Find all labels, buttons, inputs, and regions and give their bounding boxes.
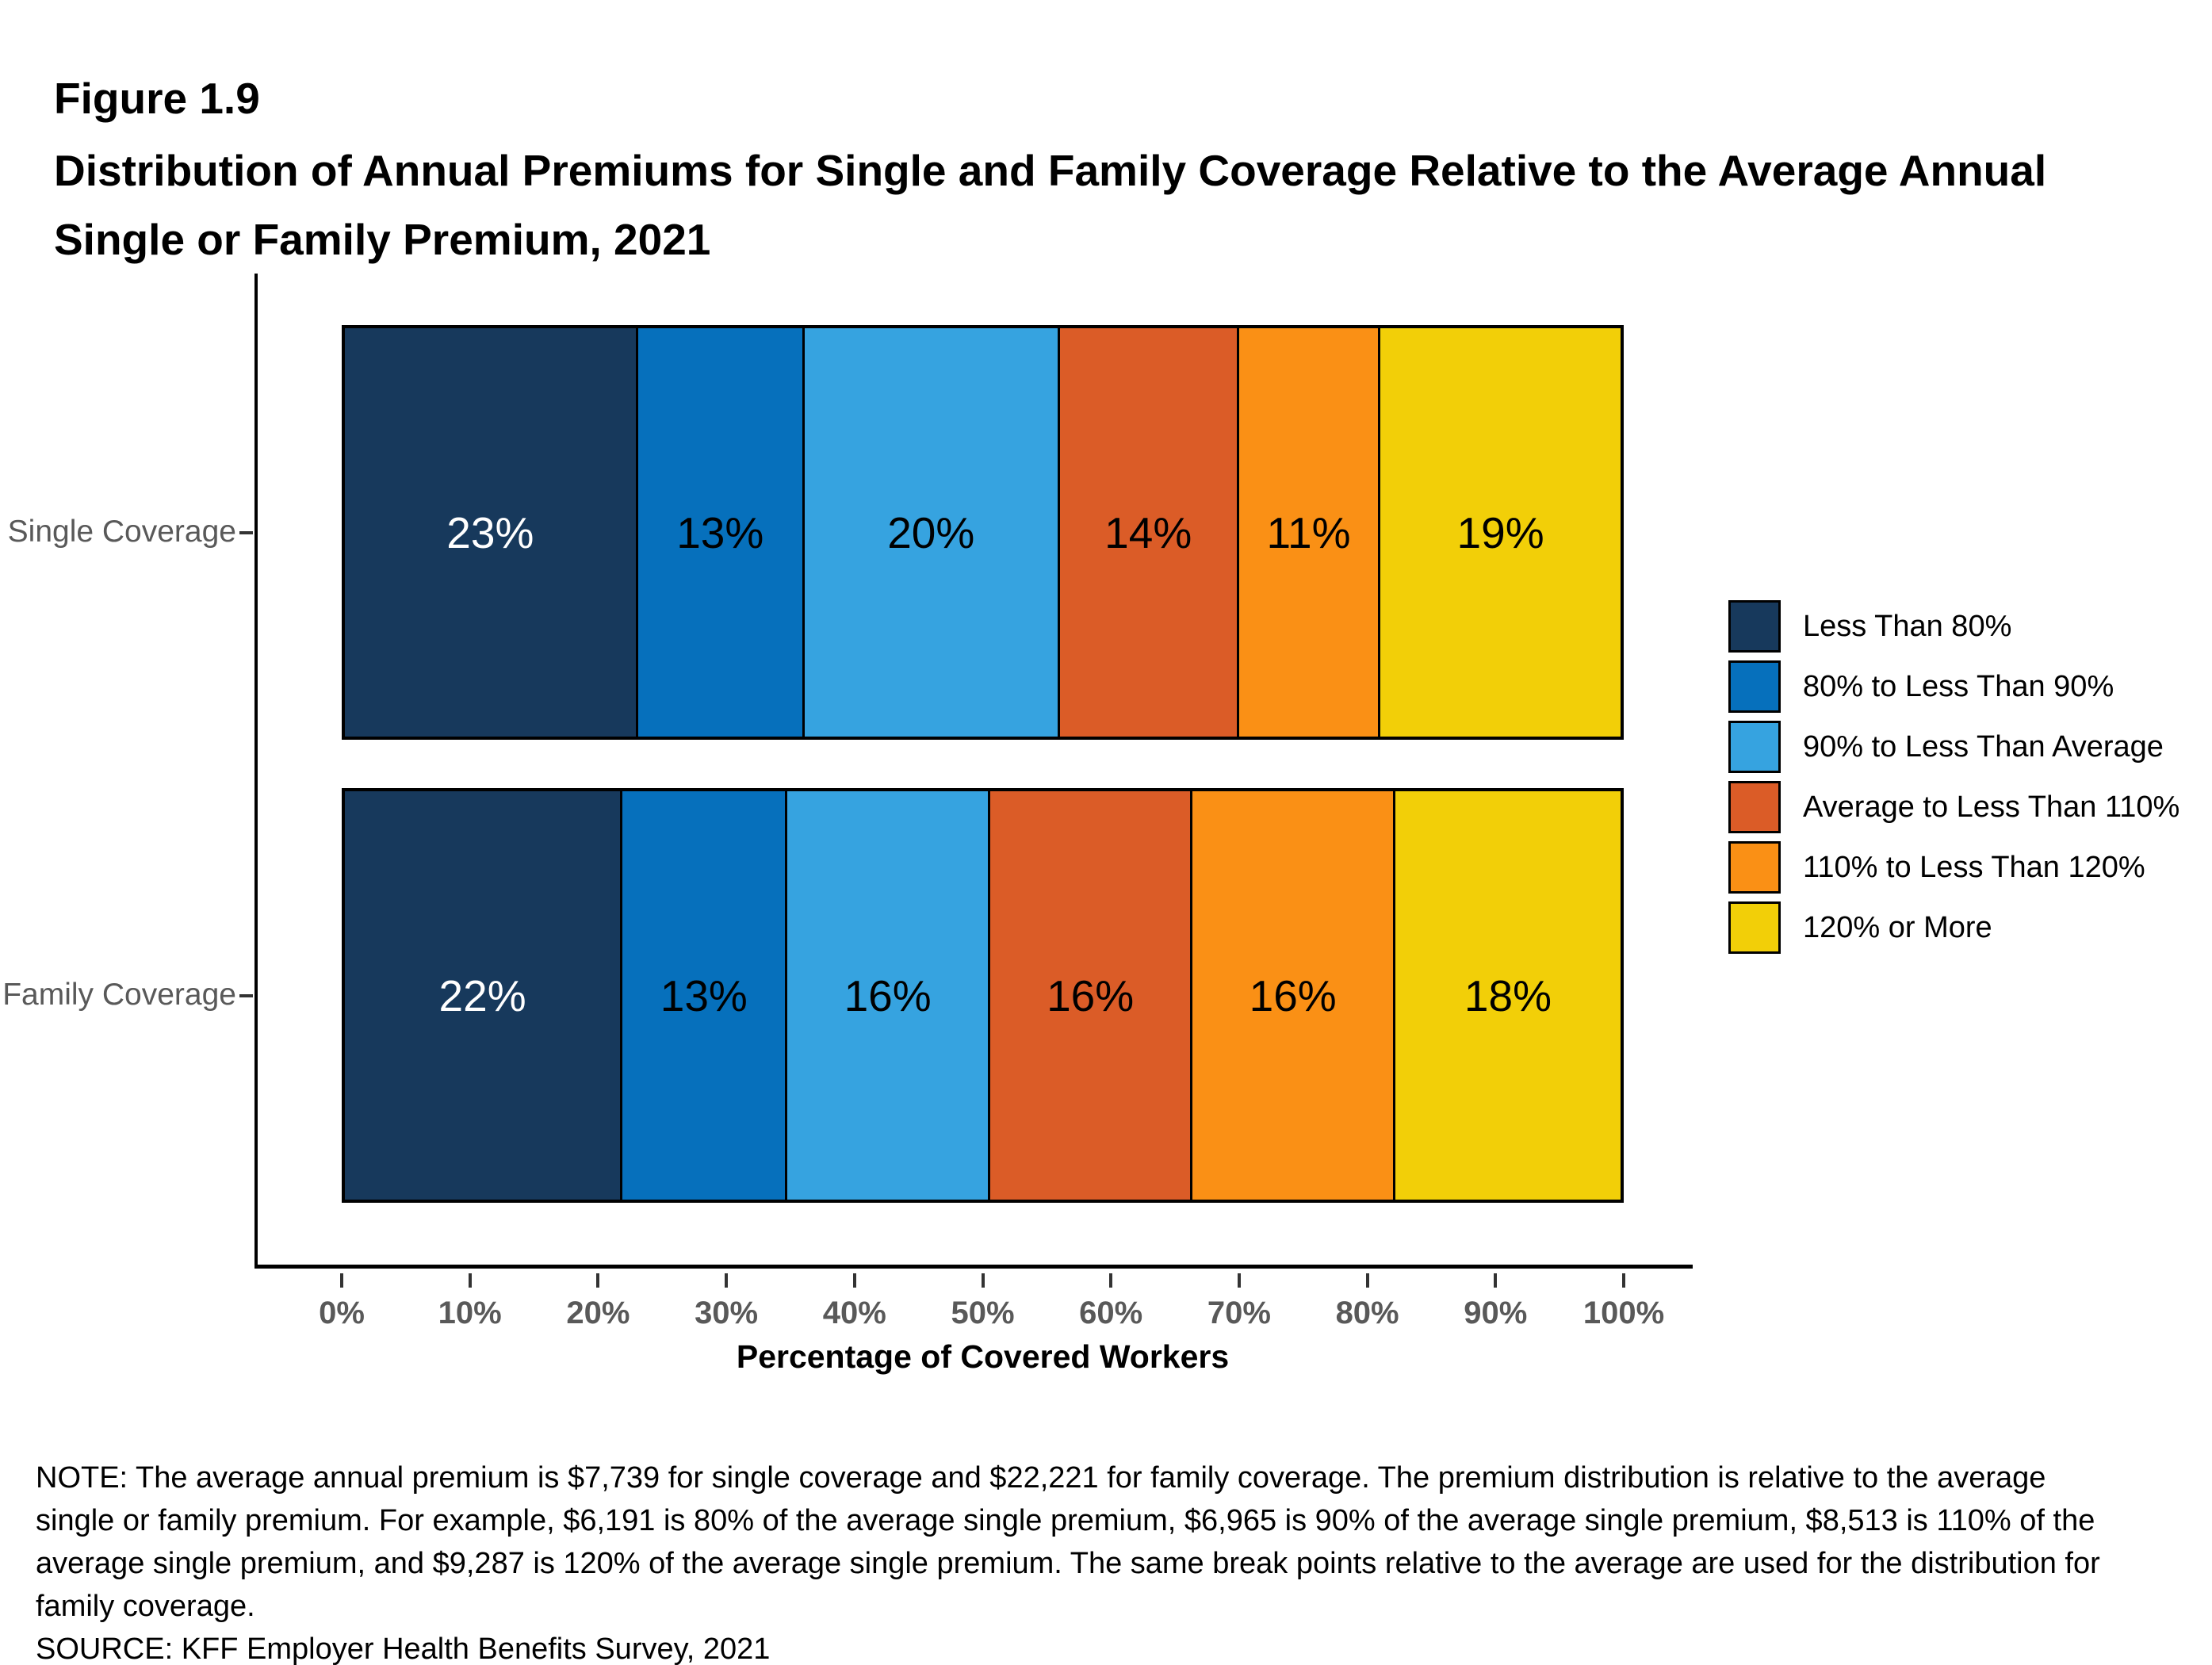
x-tick <box>596 1273 599 1288</box>
bar-segment-family-coverage-90-to-less-than-average <box>787 791 990 1200</box>
legend-label: 110% to Less Than 120% <box>1803 850 2145 884</box>
bar-segment-single-coverage-less-than-80 <box>345 328 638 737</box>
legend-item-120-or-more <box>1728 901 2179 954</box>
legend-item-80-to-less-than-90 <box>1728 660 2179 713</box>
bar-segment-value: 11% <box>1266 507 1351 557</box>
bar-segment-value: 19% <box>1456 507 1544 557</box>
plot-area <box>254 274 1693 1269</box>
legend-swatch <box>1728 660 1781 713</box>
note-text: NOTE: The average annual premium is $7,739 for single coverage and $22,221 for family coverage. The premium distribution is relative to the average single or family premium. For example, $6,191 is 80% of the average single premium, $6,965 is 90% of the average single premium, $8,513 is 110% of the average single premium, and $9,287 is 120% of the average single premium. The same break points relative to the average are used for the distribution for family coverage. <box>36 1461 2100 1623</box>
bar-segment-value: 14% <box>1104 507 1192 557</box>
source-text: SOURCE: KFF Employer Health Benefits Survey, 2021 <box>36 1632 771 1665</box>
legend-label: 80% to Less Than 90% <box>1803 669 2114 703</box>
x-tick-label: 10% <box>438 1296 502 1330</box>
figure-title: Distribution of Annual Premiums for Single and Family Coverage Relative to the Average Annual Single or Family Premium, 2021 <box>54 146 2047 264</box>
bar-segment-value: 16% <box>844 970 932 1020</box>
bar-segment-value: 23% <box>446 507 534 557</box>
bar-segment-value: 13% <box>660 970 748 1020</box>
x-tick <box>1109 1273 1112 1288</box>
x-tick <box>340 1273 343 1288</box>
x-tick <box>1622 1273 1625 1288</box>
category-label-single-coverage: Single Coverage <box>7 515 236 549</box>
bar-segment-single-coverage-90-to-less-than-average <box>805 328 1060 737</box>
x-tick <box>982 1273 985 1288</box>
legend <box>1728 600 2179 962</box>
x-tick-label: 40% <box>822 1296 886 1330</box>
bar-segment-single-coverage-80-to-less-than-90 <box>638 328 805 737</box>
bar-segment-family-coverage-less-than-80 <box>345 791 622 1200</box>
x-tick <box>1366 1273 1369 1288</box>
x-tick-label: 80% <box>1335 1296 1399 1330</box>
bar-segment-family-coverage-80-to-less-than-90 <box>622 791 787 1200</box>
footnotes <box>36 1457 2117 1665</box>
legend-swatch <box>1728 721 1781 773</box>
x-tick <box>1494 1273 1497 1288</box>
x-tick-label: 70% <box>1207 1296 1271 1330</box>
bar-family-coverage <box>342 788 1624 1203</box>
legend-label: 120% or More <box>1803 910 1992 944</box>
x-axis-title: Percentage of Covered Workers <box>736 1338 1230 1375</box>
x-tick <box>853 1273 856 1288</box>
legend-swatch <box>1728 781 1781 833</box>
x-tick-label: 60% <box>1079 1296 1143 1330</box>
legend-label: Average to Less Than 110% <box>1803 790 2180 824</box>
legend-item-110-to-less-than-120 <box>1728 841 2179 894</box>
x-tick-label: 90% <box>1464 1296 1528 1330</box>
bar-segment-single-coverage-110-to-less-than-120 <box>1239 328 1380 737</box>
legend-item-average-to-less-than-110 <box>1728 781 2179 833</box>
bar-segment-value: 16% <box>1249 970 1337 1020</box>
x-tick-label: 0% <box>319 1296 365 1330</box>
bar-segment-family-coverage-110-to-less-than-120 <box>1192 791 1395 1200</box>
bar-segment-family-coverage-120-or-more <box>1395 791 1621 1200</box>
legend-item-less-than-80 <box>1728 600 2179 653</box>
x-tick <box>725 1273 728 1288</box>
bar-single-coverage <box>342 325 1624 740</box>
legend-item-90-to-less-than-average <box>1728 721 2179 773</box>
bar-segment-value: 16% <box>1047 970 1135 1020</box>
legend-swatch <box>1728 841 1781 894</box>
bar-segment-family-coverage-average-to-less-than-110 <box>990 791 1193 1200</box>
x-tick <box>469 1273 472 1288</box>
x-tick <box>1238 1273 1241 1288</box>
bar-segment-value: 13% <box>676 507 764 557</box>
bar-segment-single-coverage-average-to-less-than-110 <box>1060 328 1239 737</box>
legend-label: Less Than 80% <box>1803 609 2012 643</box>
bar-segment-value: 20% <box>887 507 975 557</box>
category-label-family-coverage: Family Coverage <box>2 978 236 1012</box>
y-tick <box>239 994 253 997</box>
x-tick-label: 20% <box>566 1296 630 1330</box>
legend-swatch <box>1728 600 1781 653</box>
bar-segment-single-coverage-120-or-more <box>1380 328 1621 737</box>
legend-label: 90% to Less Than Average <box>1803 729 2164 764</box>
bars <box>342 274 1624 1265</box>
bar-segment-value: 18% <box>1464 970 1552 1020</box>
legend-swatch <box>1728 901 1781 954</box>
figure-number: Figure 1.9 <box>54 74 260 123</box>
x-tick-label: 100% <box>1582 1296 1665 1330</box>
x-tick-label: 30% <box>695 1296 759 1330</box>
bar-segment-value: 22% <box>438 970 526 1020</box>
x-tick-label: 50% <box>951 1296 1015 1330</box>
y-tick <box>239 531 253 534</box>
